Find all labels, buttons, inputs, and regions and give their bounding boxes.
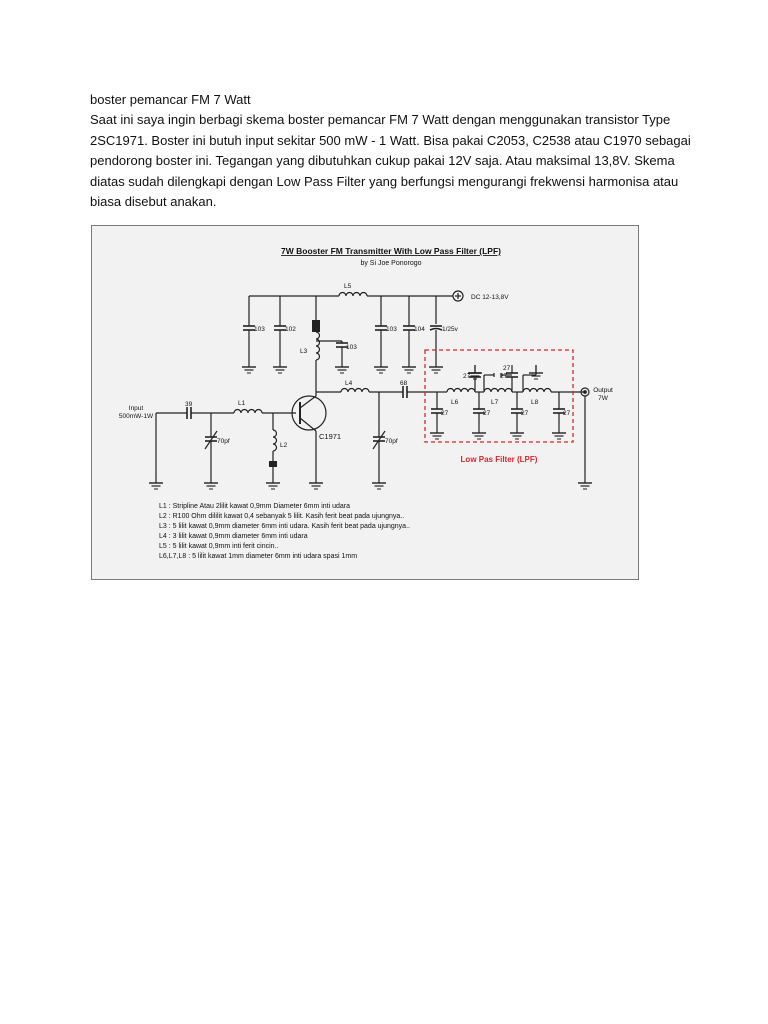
l7-label: L7 bbox=[491, 399, 499, 406]
lpf-cap-6-label: 27 bbox=[500, 373, 508, 380]
note-l4: L4 : 3 lilit kawat 0,9mm diameter 6mm inti udara bbox=[159, 533, 308, 540]
l1-label: L1 bbox=[238, 400, 246, 407]
note-l1: L1 : Stripline Atau 2lilit kawat 0,9mm Diameter 6mm inti udara bbox=[159, 503, 351, 510]
trimmer-out-label: 70pf bbox=[385, 438, 398, 445]
lpf-cap-1-label: 27 bbox=[441, 410, 449, 417]
body-line-2: 2SC1971. Boster ini butuh input sekitar 500 mW - 1 Watt. Bisa pakai C2053, C2538 atau C1970 sebagai bbox=[90, 132, 691, 148]
cap-102-label: 102 bbox=[285, 326, 296, 333]
transistor-label: C1971 bbox=[319, 432, 342, 441]
supply-label: DC 12-13,8V bbox=[471, 294, 509, 301]
lpf-cap-5-label: 27 bbox=[463, 373, 471, 380]
l2-label: L2 bbox=[280, 442, 288, 449]
document-title: boster pemancar FM 7 Watt bbox=[90, 92, 251, 107]
note-l6: L6,L7,L8 : 5 lilit kawat 1mm diameter 6mm inti udara spasi 1mm bbox=[159, 553, 358, 560]
input-power-label: 500mW-1W bbox=[118, 413, 154, 420]
lpf-cap-2-label: 27 bbox=[483, 410, 491, 417]
body-line-1: Saat ini saya ingin berbagi skema boster pemancar FM 7 Watt dengan menggunakan transistor Type bbox=[90, 112, 671, 127]
output-label: Output bbox=[593, 387, 613, 394]
l8-label: L8 bbox=[531, 399, 539, 406]
cap-39-label: 39 bbox=[185, 401, 193, 408]
cap-104-label: 104 bbox=[414, 326, 425, 333]
trimmer-in-label: 70pf bbox=[217, 438, 230, 445]
output-power-label: 7W bbox=[598, 395, 608, 402]
input-label: Input bbox=[128, 405, 144, 412]
cap-103-c-label: 103 bbox=[346, 344, 357, 351]
cap-103-a-label: 103 bbox=[254, 326, 265, 333]
note-l2: L2 : R100 Ohm dililit kawat 0,4 sebanyak 5 lilit. Kasih ferit beat pada ujungnya.. bbox=[159, 513, 405, 520]
body-line-5: biasa disebut anakan. bbox=[90, 194, 217, 209]
l6-label: L6 bbox=[451, 399, 459, 406]
cap-68-label: 68 bbox=[400, 380, 408, 387]
body-line-4: diatas sudah dilengkapi dengan Low Pass Filter yang berfungsi mengurangi frekwensi harmonisa atau bbox=[90, 173, 679, 189]
l5-label: L5 bbox=[344, 283, 352, 290]
schematic-figure bbox=[91, 225, 639, 580]
schematic-diagram bbox=[91, 225, 639, 580]
body-line-3: pendorong boster ini. Tegangan yang dibutuhkan cukup pakai 12V saja. Atau maksimal 13,8V. Skema bbox=[90, 153, 675, 168]
lpf-label: Low Pas Filter (LPF) bbox=[460, 455, 538, 464]
lpf-cap-3-label: 27 bbox=[521, 410, 529, 417]
note-l5: L5 : 5 lilit kawat 0,9mm inti ferit cincin.. bbox=[159, 543, 279, 550]
l4-label: L4 bbox=[345, 380, 353, 387]
schematic-author: by Si Joe Ponorogo bbox=[360, 260, 422, 267]
lpf-cap-7-label: 27 bbox=[503, 365, 511, 372]
document-body bbox=[90, 110, 691, 213]
cap-103-b-label: 103 bbox=[386, 326, 397, 333]
schematic-title: 7W Booster FM Transmitter With Low Pass Filter (LPF) bbox=[281, 246, 501, 256]
l3-label: L3 bbox=[300, 348, 308, 355]
lpf-cap-4-label: 27 bbox=[563, 410, 571, 417]
note-l3: L3 : 5 lilit kawat 0,9mm diameter 6mm inti udara. Kasih ferit beat pada ujungnya.. bbox=[159, 523, 410, 530]
cap-electrolytic-label: 1/25v bbox=[442, 326, 458, 333]
